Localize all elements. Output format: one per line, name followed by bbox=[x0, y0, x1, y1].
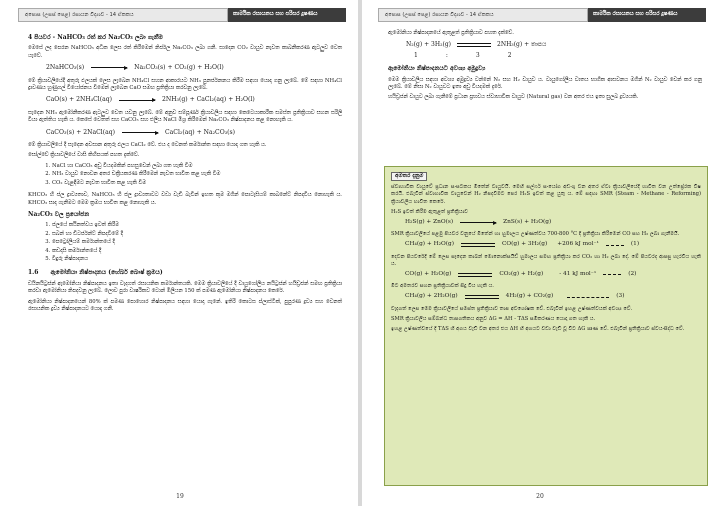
equation-products: 2NH₃(g) + CaCl₂(aq) + H₂O(l) bbox=[162, 96, 255, 104]
paragraph: මීට අමතරව සහන ප්‍රතික්‍රියාවක් සිදු විය හැකි ය. bbox=[391, 283, 494, 290]
page-header bbox=[18, 8, 346, 22]
equilibrium-arrow-icon bbox=[457, 43, 491, 47]
list-item: 2. සබන් හා ඩිටර්ජන්ට් නිපදවීමේ දී bbox=[52, 231, 342, 238]
reaction-arrow-icon bbox=[460, 222, 496, 223]
ratio-value: 1 bbox=[414, 51, 418, 59]
list-item: 3. CO₂ වැළඳීමට නැවත භාවිත කළ හැකි වීම bbox=[52, 180, 342, 187]
paragraph: දෙවන පියවරේදී මේ ලෙස සෑදෙන කාබන් මොනොක්සයිඩ් හුමාලය සමඟ ප්‍රතික්‍රියා කර CO₂ හා H₂ ලබා දේ. මේ පියවරද ආපසු හැරවිය හැකි ය. bbox=[391, 253, 701, 267]
enthalpy-value: - 41 kJ mol⁻¹ bbox=[559, 271, 597, 278]
paragraph: හයිඩ්‍රජන් වායුව ලබා ගැනීමේ ප්‍රධාන ප්‍රභවය ස්වාභාවික වායුව (Natural gas) වන අතර එය ඉතා සුලබ ද්‍රව්‍යයකි. bbox=[388, 94, 639, 101]
equation-products: ZnS(s) + H₂O(g) bbox=[503, 219, 552, 226]
dash-leader bbox=[567, 297, 609, 298]
reaction-arrow-icon bbox=[119, 100, 155, 101]
equation-products: CaCl₂(aq) + Na₂CO₃(s) bbox=[165, 128, 236, 136]
list-item: 5. වීදුරු නිෂ්පාදනය bbox=[52, 256, 342, 263]
equation-reactants: CaO(s) + 2NH₄Cl(aq) bbox=[46, 96, 113, 104]
ratio-separator: : bbox=[445, 51, 448, 59]
equation-ammonia-recovery bbox=[46, 96, 342, 103]
equation-number: (1) bbox=[630, 241, 640, 248]
equation-smr-2 bbox=[405, 271, 701, 278]
equation-reactants: H₂S(g) + ZnO(s) bbox=[405, 219, 454, 226]
section-title: ඇමෝනියා නිෂ්පාදනය (හේබර් බොෂ් ක්‍රමය) bbox=[50, 269, 163, 277]
equation-number: (2) bbox=[628, 271, 637, 278]
page-number: 19 bbox=[176, 493, 184, 500]
dash-leader bbox=[606, 245, 624, 246]
paragraph: SMR ක්‍රියාවලිය සම්බන්ධ තාපගතිකය අනුව ΔG = ΔH - TΔS සමීකරණය යොදා ගත හැකි ය. bbox=[391, 315, 596, 322]
paragraph: මෙසේ ලද පෙරන NaHCO₃ අධික ලෙස රත් කිරීමෙන් නිර්ජල Na₂CO₃ ලබා ගනී. සාදෙන CO₂ වායුව නැවත කාබනීකරණ ඇටලුව වෙත යැවේ. bbox=[28, 45, 342, 59]
paragraph: මේ ක්‍රියාවලියේදී අතුරු ඵලයක් ලෙස ලැබෙන NH₄Cl සහන ආකාරයට NH₃ පුනර්ජනනය කිරීම සඳහා යොදා ගනු ලැබේ. මේ සඳහා NH₄Cl ද්‍රාවණය හුණුගල් වියෝජනය වීමෙන් ලැබෙන CaO සමඟ ප්‍රතික්‍රියා කරවනු ලැබේ. bbox=[28, 77, 342, 92]
paragraph: H₂S ඉවත් කිරීම ඇතුළත් ප්‍රතික්‍රියාව bbox=[391, 208, 469, 215]
list-item: 1. ජලයේ කඨිනත්වය ඉවත් කිරීම bbox=[52, 222, 342, 229]
reaction-arrow-icon bbox=[122, 132, 158, 133]
paragraph: වැදගත් ලෙස මෙම ක්‍රියාවලියේ සමස්ත ප්‍රතික්‍රියාව තාප අවශෝෂක වේ. එබැවින් ඉහළ උෂ්ණත්වයක් අවශ්‍ය වේ. bbox=[391, 305, 633, 312]
equation-reactants: N₂(g) + 3H₂(g) bbox=[406, 41, 451, 49]
equation-products: 4H₂(g) + CO₂(g) bbox=[505, 293, 554, 300]
list-item: 2. NH₃ වායුව නොවන අතර චක්‍රීයකරණ කිරීමෙන් නැවත භාවිත කළ හැකි වීම bbox=[52, 171, 342, 178]
paragraph: ඉහළ උෂ්ණත්වයේ දී TΔS හි අගය වැඩි වන අතර එය ΔH හි අගයට වඩා වැඩි වූ විට ΔG ඍණ වේ. එබැවින් ප්‍රතික්‍රියාව ස්වයංසිද්ධ වේ. bbox=[391, 326, 685, 333]
equilibrium-arrow-icon bbox=[461, 243, 495, 247]
list-item: 4. කඩදාසි කර්මාන්තයේ දී bbox=[52, 248, 342, 255]
equation-number: (3) bbox=[616, 293, 625, 300]
paragraph: මෙම ක්‍රියාවලිය සඳහා අවශ්‍ය අමුද්‍රව්‍ය වන්නේ N₂ සහ H₂ වායුව ය. වායුගෝලීය වාතය භාගික ආසවනය මගින් N₂ වායුව වෙන් කර ගනු ලැබේ. මේ නිසා N₂ වායුවට ඉතා අඩු වියදමක් දැරේ. bbox=[388, 76, 702, 91]
paragraph: සෝල්වේ ක්‍රියාවලියේ වාසි කිහිපයක් පහත දැක්වේ. bbox=[28, 152, 140, 159]
box-title: අමතර දැනුම bbox=[391, 172, 427, 181]
left-page bbox=[4, 0, 356, 506]
equation-products: Na₂CO₃(s) + CO₂(g) + H₂O(l) bbox=[134, 64, 224, 72]
list-item: 1. NaCl හා CaCO₃ අඩු වියදමකින් පහසුවෙන් ලබා ගත හැකි වීම bbox=[52, 163, 342, 170]
book-gutter bbox=[358, 0, 362, 506]
equation-products: 2NH₃(g) + තාපය bbox=[497, 41, 547, 49]
ratio-value: 3 bbox=[475, 51, 480, 59]
ratio-value: 2 bbox=[507, 51, 512, 59]
enthalpy-value: +206 kJ mol⁻¹ bbox=[557, 241, 599, 248]
paragraph: ස්වාභාවික වායුවේ ප්‍රධාන සංඝටකය මීතේන් වායුවයි. මෙහි සල්ෆර් සංයෝග අඩංගු වන අතර ඒවා ක්‍රියාවලියේදී භාවිත වන උත්ප්‍රේරක විෂ කරයි. එබැවින් ස්වාභාවික වායුවෙන් H₂ නිපදවීමට පෙර H₂S ඉවත් කළ යුතු ය. මේ සඳහා SMR (Steam - Methane - Reforming) ක්‍රියාවලිය භාවිත කෙරේ. bbox=[391, 184, 701, 205]
raw-materials-heading: ඇමෝනියා නිෂ්පාදනයට අවශ්‍ය අමුද්‍රව්‍ය bbox=[388, 65, 486, 73]
paragraph: KHCO₃ හි ජල ද්‍රාව්‍යතාව, NaHCO₃ හි ජල ද්‍රාව්‍යතාවට වඩා වැඩි බැවින් ඉහත කුම මගින් පොටෑසියම් කාබනේට් නිපදවිය නොහැකි ය. KHCO₃ සාදා ගැනීමට මෙම ක්‍රමය භාවිත කළ නොහැකි ය. bbox=[28, 192, 342, 206]
advantages-list bbox=[52, 163, 342, 187]
header-book-title: අපොස (උසස් පෙළ) රසායන විද්‍යාව - 14 ඒකකය bbox=[378, 8, 588, 22]
equation-products: CO(g) + 3H₂(g) bbox=[501, 241, 548, 248]
header-chapter-title: කාර්මික රසායනය සහ පරිසර දූෂණය bbox=[588, 8, 706, 22]
equation-smr-3 bbox=[405, 293, 701, 300]
right-page-content bbox=[388, 30, 702, 105]
uses-list bbox=[52, 222, 342, 263]
section-heading bbox=[28, 269, 342, 276]
paragraph: ඩයිනයිට්‍රජන් ඇමෝනියා නිෂ්පාදනය ඉතා වැදගත් රසායනික කර්මාන්තයකි. මෙම ක්‍රියාවලියේ දී වායුගෝලීය නයිට්‍රජන් හයිඩ්‍රජන් සමඟ ප්‍රතික්‍රියා කරවා ඇමෝනියා නිපදවනු ලැබේ. ලොව පුරා වාර්ෂිකව ටොන් මිලියන 150 ක් පමණ ඇමෝනියා නිෂ්පාදනය කෙරේ. bbox=[28, 280, 342, 295]
header-chapter-title: කාර්මික රසායනය සහ පරිසර දූෂණය bbox=[228, 8, 346, 22]
page-number: 20 bbox=[536, 493, 544, 500]
equation-overall bbox=[46, 129, 342, 136]
paragraph: ඇමෝනියා නිෂ්පාදනයෙන් 80% ක් පමණ පොහොර නිෂ්පාදනය සඳහා යොදා ගැනේ. ඉතිරි කොටස ප්ලාස්ටික්, පුපුරණ ද්‍රව්‍ය සහ වෙනත් රසායනික ද්‍රව්‍ය නිෂ්පාදනයට යොදා ගනී. bbox=[28, 298, 342, 312]
equation-reactants: 2NaHCO₃(s) bbox=[46, 64, 85, 72]
list-item: 3. පෙට්‍රෝලියම් කර්මාන්තයේ දී bbox=[52, 239, 342, 246]
equation-decomposition bbox=[46, 64, 342, 71]
header-book-title: අපොස (උසස් පෙළ) රසායන විද්‍යාව - 14 ඒකකය bbox=[18, 8, 228, 22]
uses-heading: Na₂CO₃ වල ප්‍රයෝජන bbox=[28, 210, 90, 218]
equation-haber bbox=[406, 41, 702, 59]
paragraph: ඇමෝනියා නිෂ්පාදනයේ ඇතුළත් ප්‍රතික්‍රියාව පහත දැක්වේ. bbox=[388, 30, 514, 36]
equation-reactants: CaCO₃(s) + 2NaCl(aq) bbox=[46, 128, 116, 136]
equation-reactants: CH₄(g) + H₂O(g) bbox=[405, 241, 454, 248]
section-number: 1.6 bbox=[28, 269, 39, 277]
equilibrium-arrow-icon bbox=[465, 295, 499, 299]
left-page-content bbox=[28, 30, 342, 316]
mole-ratio bbox=[414, 52, 702, 59]
equation-reactants: CH₄(g) + 2H₂O(g) bbox=[405, 293, 458, 300]
page-header bbox=[378, 8, 706, 22]
dash-leader bbox=[603, 274, 621, 275]
extra-knowledge-box bbox=[384, 166, 708, 486]
equation-h2s-removal bbox=[405, 219, 701, 226]
step-heading: 4 පියවර - NaHCO₃ රත් කර Na₂CO₃ ලබා ගැනීම bbox=[28, 34, 163, 41]
equation-smr-1 bbox=[405, 241, 701, 248]
right-page bbox=[364, 0, 716, 506]
equilibrium-arrow-icon bbox=[458, 273, 492, 277]
reaction-arrow-icon bbox=[91, 67, 127, 68]
paragraph: මේ ක්‍රියාවලියේ දී සැදෙන අවසාන අතුරු ඵලය CaCl₂ වේ. එය ද වෙනත් කර්මාන්ත සඳහා යොදා ගත හැකි ය. bbox=[28, 142, 267, 149]
paragraph: සැදෙන NH₃ ඇමෝනීකරණ ඇටලුව වෙත යවනු ලැබේ. මේ අනුව සම්පූර්ණ ක්‍රියාවලිය සඳහා කෙටෙයාකාරීක සමස්ත ප්‍රතික්‍රියාව සහන සරිලි වියා ඇත්තිය හැකි ය. කෙසේ වෙතත් සහ CaCO₃ සහ එලිය NaCl මිශ්‍ර කිරීමෙන් Na₂CO₃ නිෂ්පාදනය කළ නොහැකි ය. bbox=[28, 109, 342, 124]
equation-products: CO₂(g) + H₂(g) bbox=[499, 271, 544, 278]
paragraph: SMR ක්‍රියාවලියේ පළමු පියවර වනුයේ මීතේන් හා හුමාලය උෂ්ණත්වය 700-800 °C දී ප්‍රතික්‍රියා කිරීමෙන් CO සහ H₂ ලබා ගැනීමයි. bbox=[391, 231, 680, 238]
equation-reactants: CO(g) + H₂O(g) bbox=[405, 271, 452, 278]
